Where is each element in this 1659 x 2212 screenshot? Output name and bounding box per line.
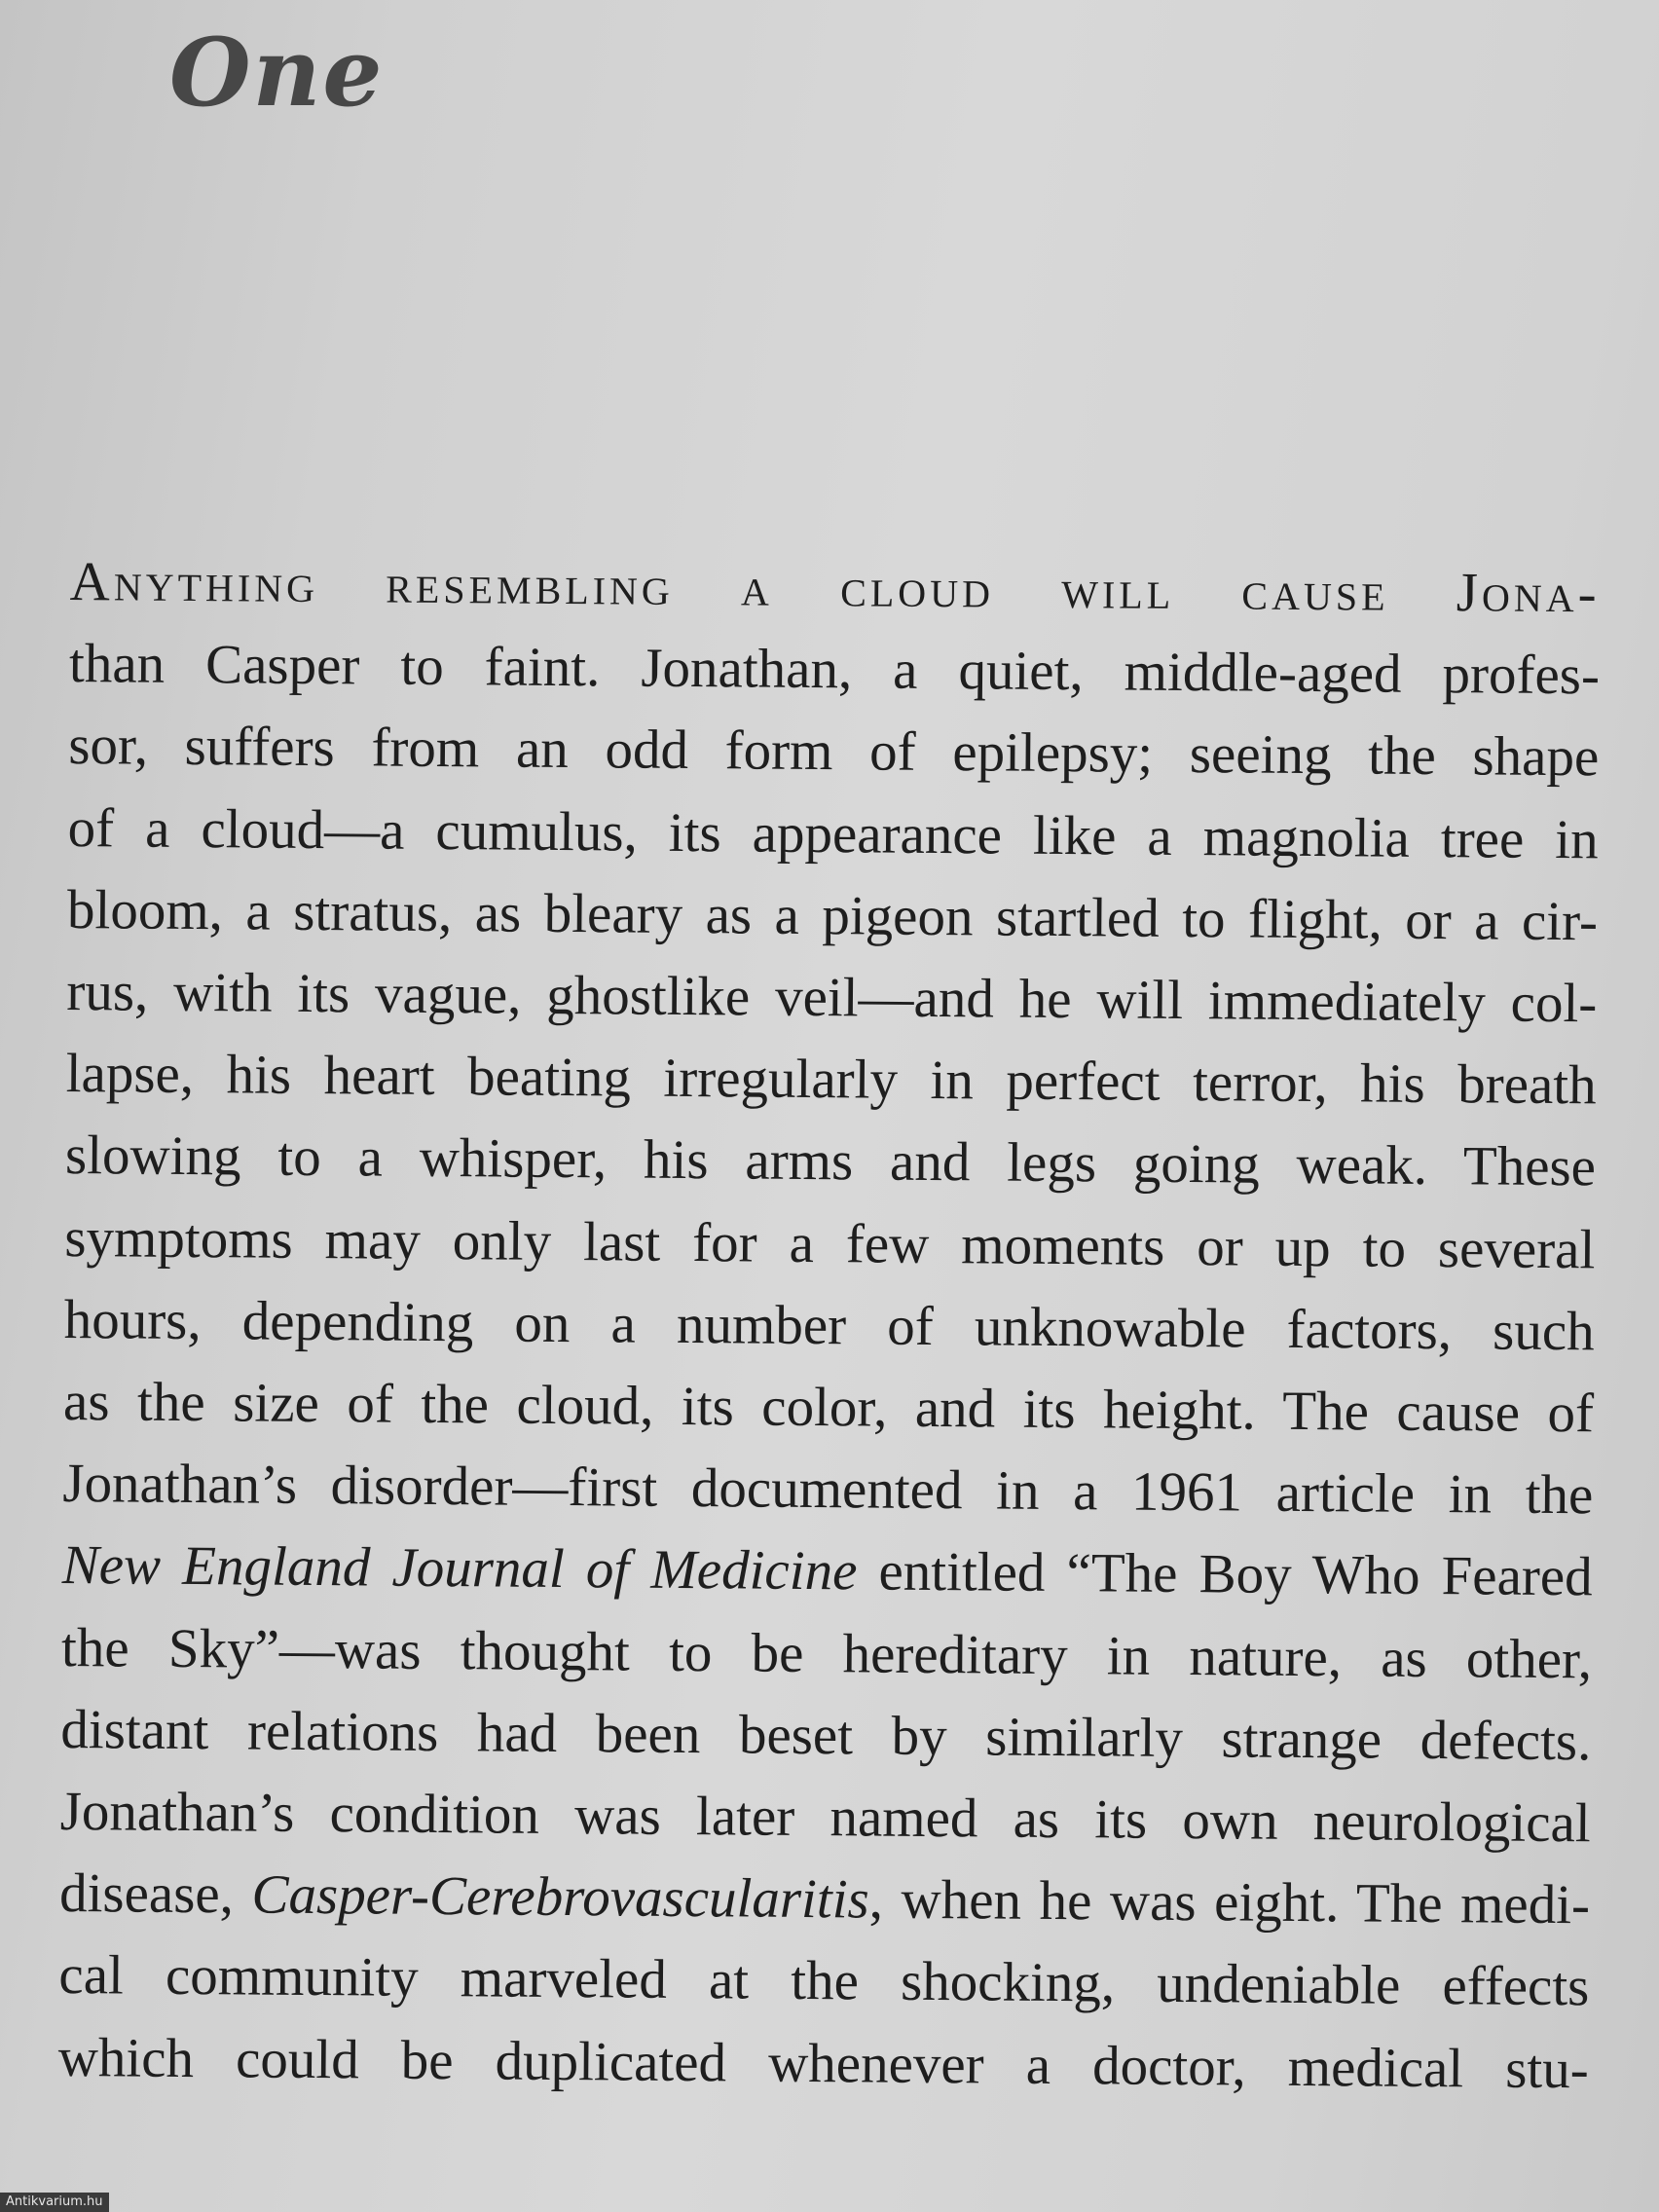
text-line: which could be duplicated whenever a doctor, medical stu- <box>57 2026 1589 2100</box>
text-line <box>59 1853 1591 1947</box>
text-line: lapse, his heart beating irregularly in perfect terror, his breath <box>65 1043 1597 1117</box>
text-line: distant relations had been beset by similarly strange defects. <box>60 1698 1592 1773</box>
journal-title-italic: New England Journal of Medicine <box>61 1534 858 1603</box>
text-line: Jonathan’s condition was later named as its own neurological <box>59 1781 1591 1855</box>
text-line: rus, with its vague, ghostlike veil—and he will immediately col- <box>66 961 1598 1035</box>
lead-in-smallcaps: Anything resembling a cloud will cause Jona- <box>69 550 1601 625</box>
text-line: the Sky”—was thought to be hereditary in nature, as other, <box>60 1616 1593 1690</box>
chapter-paragraph <box>57 541 1601 2111</box>
journal-line-rest: entitled “The Boy Who Feared <box>857 1540 1593 1608</box>
text-line: slowing to a whisper, his arms and legs going weak. These <box>64 1124 1597 1198</box>
text-line: of a cloud—a cumulus, its appearance like a magnolia tree in <box>67 796 1599 870</box>
site-watermark: Antikvarium.hu <box>0 2193 109 2212</box>
chapter-title: One <box>169 18 385 128</box>
text-line: symptoms may only last for a few moments or up to several <box>64 1206 1596 1280</box>
text-line: cal community marveled at the shocking, undeniable effects <box>58 1944 1590 2018</box>
text-line: Jonathan’s disorder—first documented in a 1961 article in the <box>62 1453 1594 1527</box>
disease-name-italic: Casper-Cerebrovascularitis <box>251 1863 870 1931</box>
text-line: hours, depending on a number of unknowable factors, such <box>63 1288 1595 1363</box>
disease-line-after: , when he was eight. The medi- <box>868 1868 1591 1936</box>
text-line: as the size of the cloud, its color, and its height. The cause of <box>62 1371 1595 1445</box>
text-line: than Casper to faint. Jonathan, a quiet, middle-aged profes- <box>68 633 1601 707</box>
text-line: sor, suffers from an odd form of epilepsy; seeing the shape <box>68 715 1600 789</box>
disease-line-before: disease, <box>58 1862 252 1926</box>
text-line: bloom, a stratus, as bleary as a pigeon startled to flight, or a cir- <box>66 878 1599 953</box>
text-line <box>69 541 1601 636</box>
text-line <box>61 1525 1593 1619</box>
